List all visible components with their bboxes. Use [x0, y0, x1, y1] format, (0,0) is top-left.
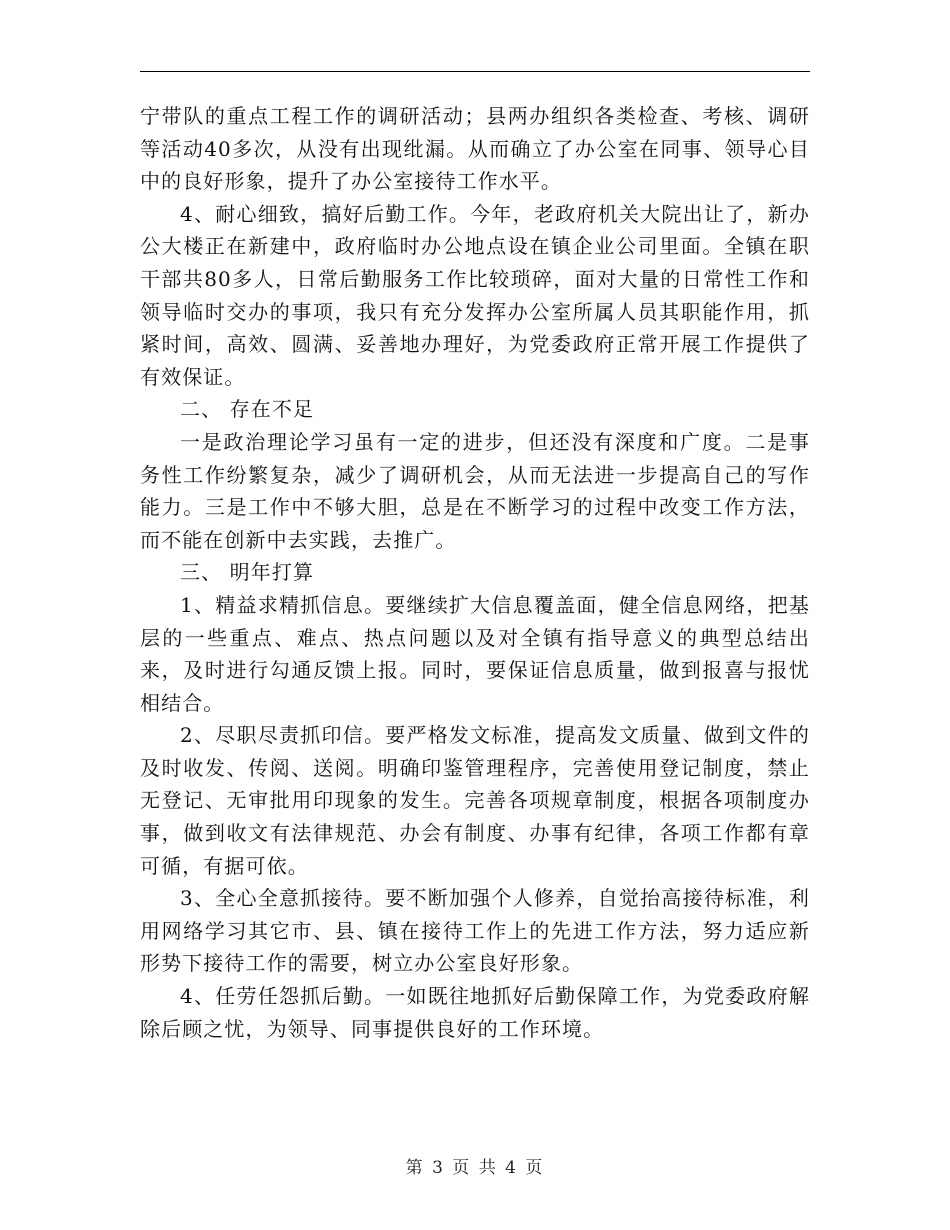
page-number-footer: 第 3 页 共 4 页 [405, 1158, 545, 1178]
paragraph-logistics: 4、耐心细致，搞好后勤工作。今年，老政府机关大院出让了，新办公大楼正在新建中，政府临时办公地点设在镇企业公司里面。全镇在职干部共80多人，日常后勤服务工作比较琐碎，面对大量的日常性工作和领导临时交办的事项，我只有充分发挥办公室所属人员其职能作用，抓紧时间，高效、圆满、妥善地办理好，为党委政府正常开展工作提供了有效保证。 [140, 201, 810, 389]
section-heading-shortcomings: 二、 存在不足 [180, 397, 315, 422]
paragraph-plan-information: 1、精益求精抓信息。要继续扩大信息覆盖面，健全信息网络，把基层的一些重点、难点、热点问题以及对全镇有指导意义的典型总结出来，及时进行勾通反馈上报。同时，要保证信息质量，做到报喜与报忧相结合。 [140, 592, 810, 715]
paragraph-plan-seals: 2、尽职尽责抓印信。要严格发文标准，提高发文质量、做到文件的及时收发、传阅、送阅。明确印鉴管理程序，完善使用登记制度，禁止无登记、无审批用印现象的发生。完善各项规章制度，根据各项制度办事，做到收文有法律规范、办会有制度、办事有纪律，各项工作都有章可循，有据可依。 [140, 723, 810, 878]
header-rule [140, 71, 810, 72]
paragraph-shortcomings: 一是政治理论学习虽有一定的进步，但还没有深度和广度。二是事务性工作纷繁复杂，减少了调研机会，从而无法进一步提高自己的写作能力。三是工作中不够大胆，总是在不断学习的过程中改变工作方法，而不能在创新中去实践，去推广。 [140, 429, 810, 552]
paragraph-plan-logistics: 4、任劳任怨抓后勤。一如既往地抓好后勤保障工作，为党委政府解除后顾之忧，为领导、同事提供良好的工作环境。 [140, 984, 810, 1041]
paragraph-continuation: 宁带队的重点工程工作的调研活动；县两办组织各类检查、考核、调研等活动40多次，从没有出现纰漏。从而确立了办公室在同事、领导心目中的良好形象，提升了办公室接待工作水平。 [140, 104, 810, 194]
document-body [140, 100, 810, 1045]
section-heading-next-year-plan: 三、 明年打算 [180, 560, 315, 585]
paragraph-plan-reception: 3、全心全意抓接待。要不断加强个人修养，自觉抬高接待标准，利用网络学习其它市、县、镇在接待工作上的先进工作方法，努力适应新形势下接待工作的需要，树立办公室良好形象。 [140, 886, 810, 976]
